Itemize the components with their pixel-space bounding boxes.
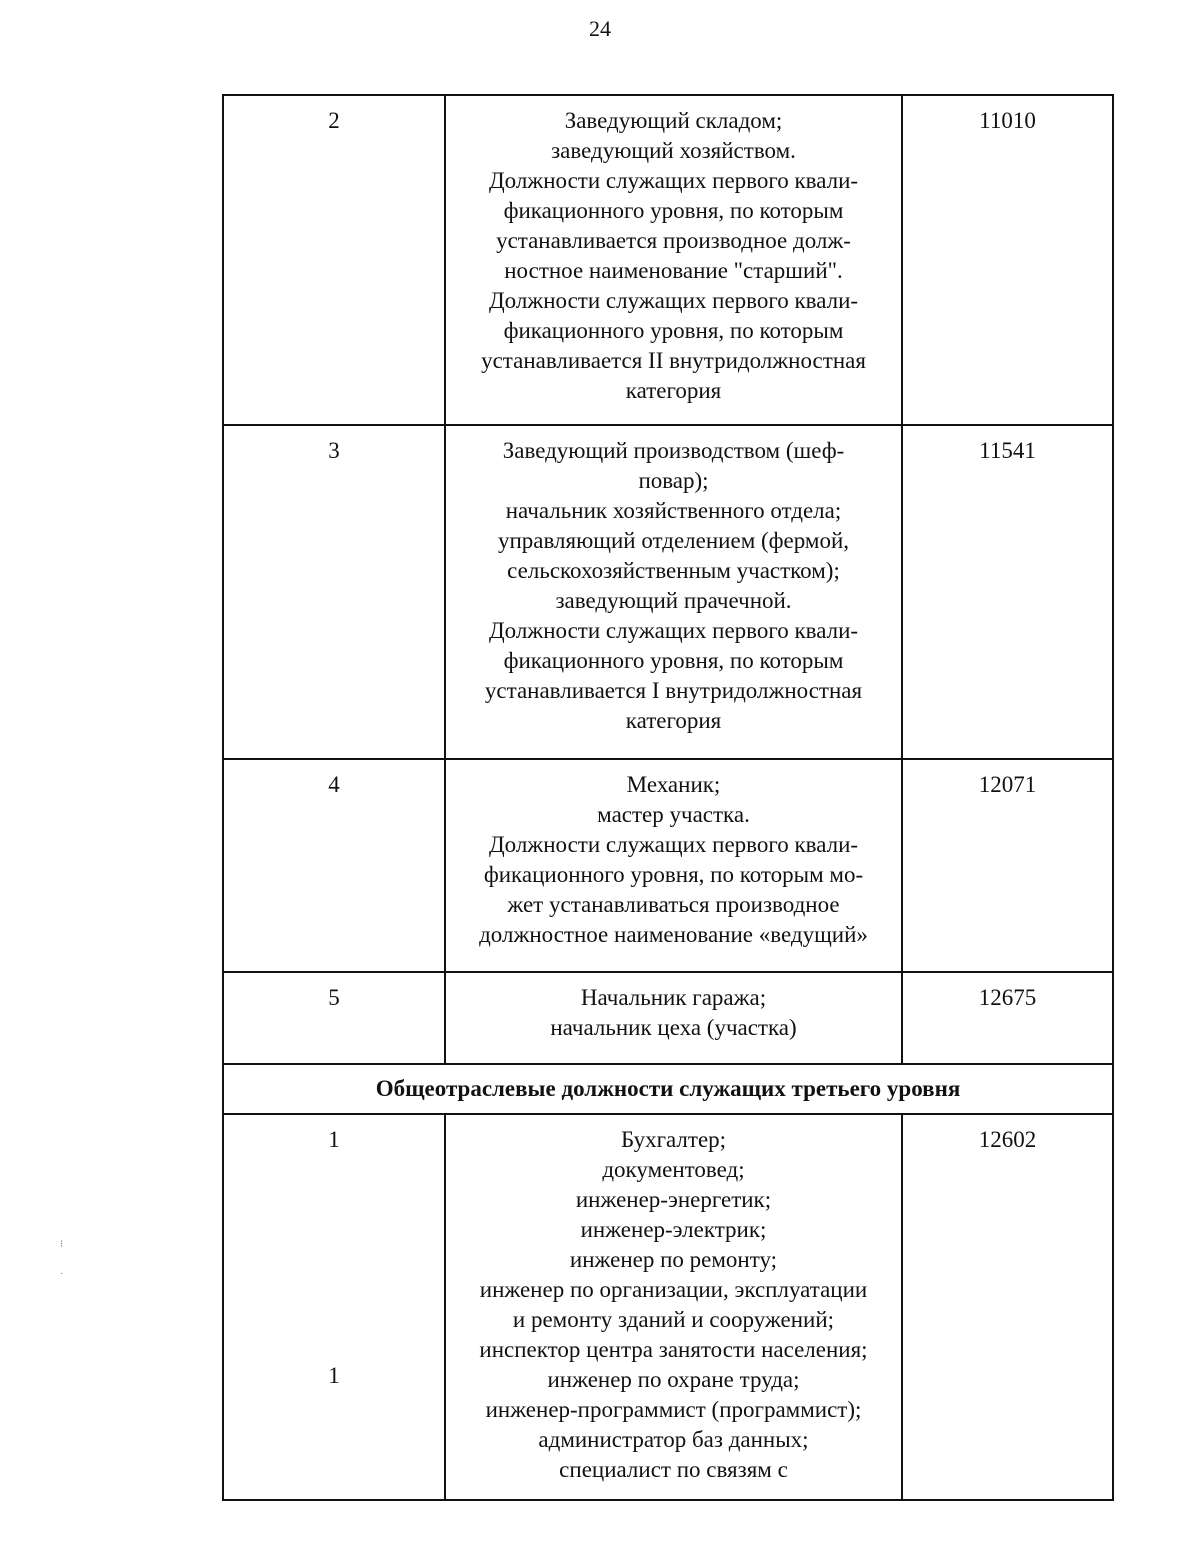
position-line: начальник хозяйственного отдела; xyxy=(505,498,842,523)
position-line: документовед; xyxy=(602,1157,745,1182)
position-line: инспектор центра занятости населения; xyxy=(479,1337,868,1362)
position-list xyxy=(445,425,902,759)
position-list xyxy=(445,759,902,972)
position-line: устанавливается производное долж- xyxy=(496,228,851,253)
position-line: Должности служащих первого квали- xyxy=(488,288,859,313)
position-line: фикационного уровня, по которым мо- xyxy=(483,862,864,887)
table-row xyxy=(223,759,1113,972)
position-line: администратор баз данных; xyxy=(538,1427,809,1452)
row-number: 3 xyxy=(223,425,445,759)
row-number-cell xyxy=(223,1114,445,1500)
position-line: мастер участка. xyxy=(597,802,750,827)
position-line: инженер-программист (программист); xyxy=(485,1397,862,1422)
row-number: 5 xyxy=(223,972,445,1064)
margin-mark: · xyxy=(60,1269,64,1280)
qualification-code: 11541 xyxy=(902,425,1113,759)
position-line: должностное наименование «ведущий» xyxy=(479,922,868,947)
position-line: категория xyxy=(625,708,722,733)
table-row xyxy=(223,972,1113,1064)
page-number: 24 xyxy=(589,16,611,41)
position-list xyxy=(445,95,902,425)
position-line: Должности служащих первого квали- xyxy=(488,832,859,857)
position-line: Заведующий складом; xyxy=(564,108,783,133)
row-number-repeat: 1 xyxy=(328,1363,340,1388)
margin-mark: ⁝ xyxy=(60,1239,64,1250)
position-line: заведующий хозяйством. xyxy=(551,138,796,163)
qualification-table xyxy=(222,94,1114,1501)
position-line: инженер по ремонту; xyxy=(569,1247,778,1272)
position-line: начальник цеха (участка) xyxy=(550,1015,797,1040)
position-line: специалист по связям с xyxy=(559,1457,788,1482)
row-number: 4 xyxy=(223,759,445,972)
position-line: Должности служащих первого квали- xyxy=(488,168,859,193)
table-row xyxy=(223,1114,1113,1500)
position-list xyxy=(445,972,902,1064)
position-line: категория xyxy=(625,378,722,403)
position-line: фикационного уровня, по которым xyxy=(503,318,844,343)
position-line: сельскохозяйственным участком); xyxy=(507,558,840,583)
position-line: управляющий отделением (фермой, xyxy=(497,528,850,553)
row-number: 2 xyxy=(223,95,445,425)
position-line: жет устанавливаться производное xyxy=(507,892,840,917)
position-line: ностное наименование "старший". xyxy=(504,258,843,283)
position-line: инженер-энергетик; xyxy=(575,1187,772,1212)
table-row xyxy=(223,425,1113,759)
position-line: Начальник гаража; xyxy=(580,985,767,1010)
position-line: устанавливается I внутридолжностная xyxy=(484,678,863,703)
row-number: 1 xyxy=(328,1127,340,1152)
qualification-code: 12675 xyxy=(902,972,1113,1064)
position-line: фикационного уровня, по которым xyxy=(503,198,844,223)
position-line: устанавливается II внутридолжностная xyxy=(481,348,866,373)
position-line: и ремонту зданий и сооружений; xyxy=(512,1307,835,1332)
position-line: заведующий прачечной. xyxy=(555,588,792,613)
position-line: Должности служащих первого квали- xyxy=(488,618,859,643)
position-line: Бухгалтер; xyxy=(620,1127,727,1152)
position-line: инженер по организации, эксплуатации xyxy=(479,1277,868,1302)
position-line: фикационного уровня, по которым xyxy=(503,648,844,673)
qualification-code: 11010 xyxy=(902,95,1113,425)
table-row xyxy=(223,95,1113,425)
position-line: инженер-электрик; xyxy=(580,1217,767,1242)
section-header: Общеотраслевые должности служащих третьего уровня xyxy=(223,1064,1113,1114)
section-header-row xyxy=(223,1064,1113,1114)
position-line: инженер по охране труда; xyxy=(547,1367,800,1392)
position-line: Механик; xyxy=(626,772,721,797)
qualification-code: 12602 xyxy=(902,1114,1113,1500)
position-line: повар); xyxy=(638,468,709,493)
qualification-code: 12071 xyxy=(902,759,1113,972)
position-line: Заведующий производством (шеф- xyxy=(502,438,845,463)
position-list xyxy=(445,1114,902,1500)
